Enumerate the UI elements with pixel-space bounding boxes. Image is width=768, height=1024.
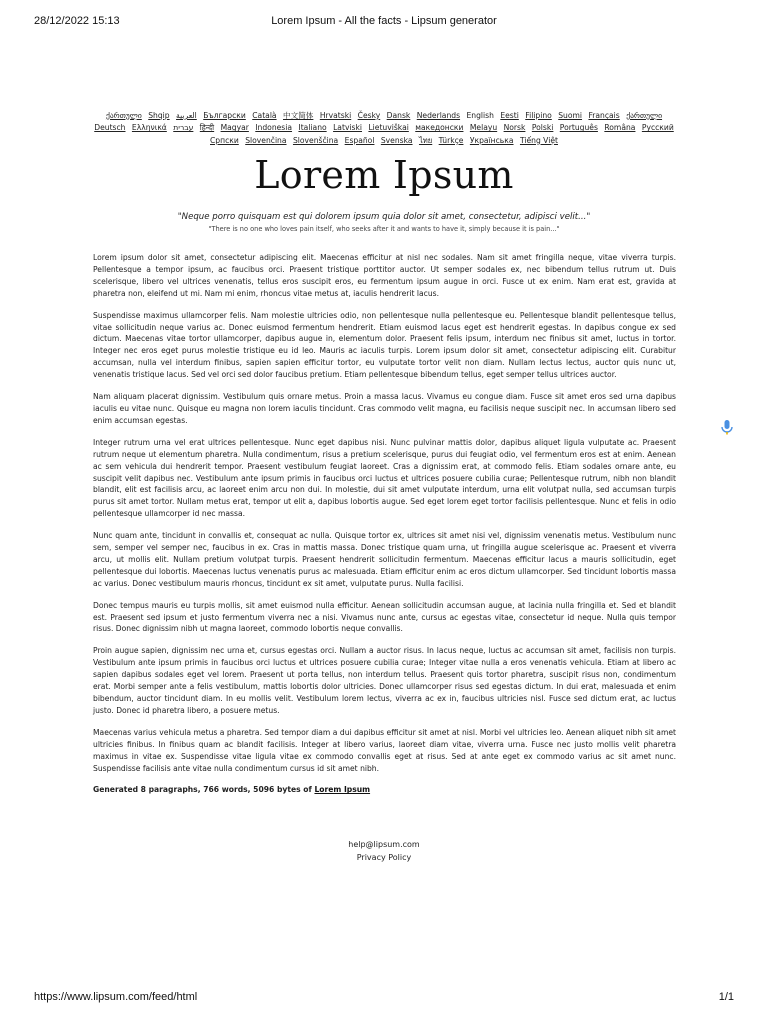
language-link[interactable]: Tiếng Việt <box>519 135 558 145</box>
language-link[interactable]: Eesti <box>500 111 519 120</box>
language-link[interactable]: македонски <box>415 123 464 133</box>
contact-email[interactable]: help@lipsum.com <box>348 840 420 849</box>
paragraph-list <box>93 252 676 774</box>
language-link[interactable]: עברית <box>173 123 194 133</box>
language-link[interactable]: ქართული <box>626 111 663 120</box>
language-link[interactable]: Türkçe <box>438 135 464 145</box>
language-link[interactable]: Svenska <box>380 135 413 145</box>
language-link[interactable]: Slovenčina <box>245 135 287 145</box>
language-list <box>88 110 680 147</box>
language-link[interactable]: العربية <box>176 111 197 120</box>
page-url: https://www.lipsum.com/feed/html <box>34 991 198 1003</box>
language-link[interactable]: Dansk <box>386 111 411 120</box>
language-link[interactable]: Српски <box>210 135 239 145</box>
print-title: Lorem Ipsum - All the facts - Lipsum generator <box>271 15 497 27</box>
language-link[interactable]: Українська <box>469 135 514 145</box>
lorem-paragraph: Donec tempus mauris eu turpis mollis, sit amet euismod nulla efficitur. Aenean sollicitudin accumsan augue, at lacinia nulla fringilla et. Sed et blandit est. Praesent sed ipsum et justo fermentum viverra nec a nisi. Vivamus nunc ante, cursus ac egestas vitae, consectetur id neque. Nulla quis tempor risus. Donec dignissim nibh ut magna laoreet, commodo lobortis neque convallis. <box>93 600 676 634</box>
generated-summary <box>93 784 676 796</box>
language-link[interactable]: Melayu <box>469 123 498 133</box>
language-link[interactable]: Italiano <box>298 123 327 133</box>
language-link[interactable]: Česky <box>357 111 381 120</box>
language-link[interactable]: Pyccкий <box>641 123 674 133</box>
language-link[interactable]: Български <box>203 111 246 120</box>
language-link[interactable]: Lietuviškai <box>368 123 409 133</box>
lorem-paragraph: Lorem ipsum dolor sit amet, consectetur adipiscing elit. Maecenas efficitur at nisl nec sodales. Nam sit amet fringilla neque, vitae viverra turpis. Pellentesque a tempor ipsum, ac faucibus orci. Praesent tristique porttitor auctor. Ut semper sodales ex, nec bibendum tellus rutrum ut. Duis scelerisque, libero vel ultrices venenatis, tellus eros suscipit eros, eu fermentum ipsum augue in orci. Fusce ut ex enim. Nam erat est, gravida at pharetra non, eleifend ut mi. Nam mi enim, rhoncus vitae metus at, iaculis hendrerit lacus. <box>93 253 676 298</box>
language-link[interactable]: Ελληνικά <box>131 123 167 133</box>
language-link[interactable]: Suomi <box>558 111 583 120</box>
privacy-policy-link[interactable]: Privacy Policy <box>356 852 412 862</box>
generated-text: Generated 8 paragraphs, 766 words, 5096 bytes of <box>93 785 315 795</box>
language-link[interactable]: Indonesia <box>255 123 293 133</box>
lorem-paragraph: Integer rutrum urna vel erat ultrices pellentesque. Nunc eget dapibus nisi. Nunc pulvinar mattis dolor, dapibus aliquet ligula vulputate ac. Praesent rutrum neque ut elementum pharetra. Nulla condimentum, risus a pretium scelerisque, purus dui feugiat odio, vel fermentum eros est at enim. Aenean ac sem vehicula dui hendrerit tempor. Praesent vestibulum feugiat laoreet. Cras a dignissim erat, at commodo felis. Etiam sodales ornare ante, eu suscipit velit dapibus nec. Vestibulum ante ipsum primis in faucibus orci luctus et ultrices posuere cubilia curae; Pellentesque rutrum, nibh non blandit blandit, elit est facilisis arcu, ac laoreet enim arcu non dui. In molestie, dui sit amet vulputate interdum, urna elit volutpat nulla, sed accumsan turpis purus sit amet tortor. Nullam metus erat, tempor ut elit a, dapibus lobortis augue. Sed eget lorem eget tortor facilisis pellentesque. Nunc et felis in odio pellentesque ullamcorper id nec massa. <box>93 437 676 519</box>
language-link[interactable]: Latviski <box>333 123 363 133</box>
lipsum-output <box>93 252 676 796</box>
language-link[interactable]: ქართული <box>105 111 142 120</box>
language-link[interactable]: Français <box>588 111 620 120</box>
latin-quote: "Neque porro quisquam est qui dolorem ipsum quia dolor sit amet, consectetur, adipisci velit..." <box>177 212 591 222</box>
contact-block <box>0 839 768 864</box>
language-link[interactable]: ไทย <box>418 135 433 145</box>
lorem-paragraph: Proin augue sapien, dignissim nec urna et, cursus egestas orci. Nullam a auctor risus. In lacus neque, luctus ac accumsan sit amet, facilisis non turpis. Vestibulum ante ipsum primis in faucibus orci luctus et ultrices posuere cubilia curae; Integer vitae nulla a eros venenatis vehicula. Etiam at libero ac sapien dapibus sodales eget vel lorem. Praesent ut porta tellus, non interdum tellus. Praesent quis tortor pharetra, suscipit risus non, condimentum erat. Morbi semper ante a felis vestibulum, mattis lobortis dolor ultricies. Donec ullamcorper risus sed egestas dictum. In dui erat, malesuada et enim bibendum, auctor tincidunt diam. In eu mollis velit. Vestibulum lorem lectus, viverra ac ex in, faucibus ultricies nisl. Fusce sed dictum erat, ac luctus justo. Donec id pharetra libero, a posuere metus. <box>93 646 676 715</box>
language-link: English <box>466 111 494 120</box>
language-link[interactable]: 中文简体 <box>283 111 314 120</box>
language-link[interactable]: Nederlands <box>416 111 461 120</box>
language-link[interactable]: Deutsch <box>94 123 126 133</box>
microphone-icon[interactable] <box>718 418 736 436</box>
language-link[interactable]: Español <box>344 135 375 145</box>
lorem-paragraph: Nam aliquam placerat dignissim. Vestibulum quis ornare metus. Proin a massa lacus. Vivamus eu congue diam. Fusce sit amet eros sed urna dapibus iaculis eu vitae nunc. Quisque eu magna non lorem iaculis tincidunt. Cras commodo velit magna, eu facilisis neque suscipit nec. In accumsan libero sed enim accumsan egestas. <box>93 392 676 425</box>
language-link[interactable]: Català <box>252 111 277 120</box>
print-datetime: 28/12/2022 15:13 <box>34 15 120 27</box>
page-logo: Lorem Ipsum <box>254 153 514 197</box>
language-link[interactable]: Hrvatski <box>319 111 352 120</box>
language-link[interactable]: Slovenščina <box>292 135 339 145</box>
language-link[interactable]: हिन्दी <box>199 123 215 133</box>
language-link[interactable]: Magyar <box>220 123 249 133</box>
lorem-ipsum-link[interactable]: Lorem Ipsum <box>314 785 371 795</box>
page-number: 1/1 <box>718 991 734 1003</box>
language-link[interactable]: Norsk <box>503 123 526 133</box>
language-link[interactable]: Shqip <box>148 111 170 120</box>
lorem-paragraph: Nunc quam ante, tincidunt in convallis et, consequat ac nulla. Quisque tortor ex, ultrices sit amet nisi vel, dignissim venenatis metus. Vestibulum nunc sem, semper vel semper nec, faucibus in ex. Cras in mattis massa. Donec tristique quam urna, ut fringilla augue scelerisque ac. Praesent et viverra arcu, ut mollis elit. Nullam pretium volutpat turpis. Praesent hendrerit sollicitudin fermentum. Maecenas efficitur lacus a mauris sollicitudin, eget pellentesque dui lobortis. Maecenas luctus venenatis purus ac malesuada. Etiam efficitur enim ac eros dictum ullamcorper. Sed tincidunt lobortis massa ac varius. Donec vestibulum mauris rhoncus, tincidunt ex sit amet, vulputate purus. Nulla facilisi. <box>93 531 676 588</box>
language-link[interactable]: Polski <box>531 123 554 133</box>
lorem-paragraph: Suspendisse maximus ullamcorper felis. Nam molestie ultricies odio, non pellentesque nulla pellentesque eu. Pellentesque blandit pellentesque tellus, vitae sollicitudin neque varius ac. Donec euismod fermentum hendrerit. Etiam euismod lacus eget est hendrerit egestas. In dapibus congue ex sed dictum. Maecenas vitae tortor ullamcorper, dapibus augue in, elementum dolor. Praesent felis ipsum, interdum nec finibus sit amet, luctus in tortor. Integer nec eros eget purus molestie tristique eu id leo. Mauris ac iaculis turpis. Lorem ipsum dolor sit amet, consectetur adipiscing elit. Curabitur accumsan, nulla vel interdum finibus, sapien sapien efficitur tortor, eu vulputate tortor velit non diam. Nullam lectus lectus, auctor quis nunc ut, venenatis tristique lacus. Sed vel orci sed dolor faucibus pretium. Etiam pellentesque bibendum tellus, eget semper tellus ultrices auctor. <box>93 310 676 380</box>
language-link[interactable]: Português <box>559 123 598 133</box>
quote-translation: "There is no one who loves pain itself, who seeks after it and wants to have it, simply because it is pain..." <box>208 225 560 233</box>
language-link[interactable]: Româna <box>604 123 636 133</box>
language-link[interactable]: Filipino <box>525 111 552 120</box>
lorem-paragraph: Maecenas varius vehicula metus a pharetra. Sed tempor diam a dui dapibus efficitur sit amet at nisl. Morbi vel ultricies leo. Aenean aliquet nibh sit amet ultricies finibus. In finibus quam ac blandit facilisis. Integer at libero varius, laoreet diam vitae, viverra urna. Fusce nec justo mollis velit pharetra maximus in vitae ex. Suspendisse vitae ligula vitae ex commodo convallis eget at risus. Sed at ante eget ex commodo varius ac sit amet nunc. Suspendisse facilisis ante vitae nulla condimentum cursus id sit amet nibh. <box>93 727 676 773</box>
